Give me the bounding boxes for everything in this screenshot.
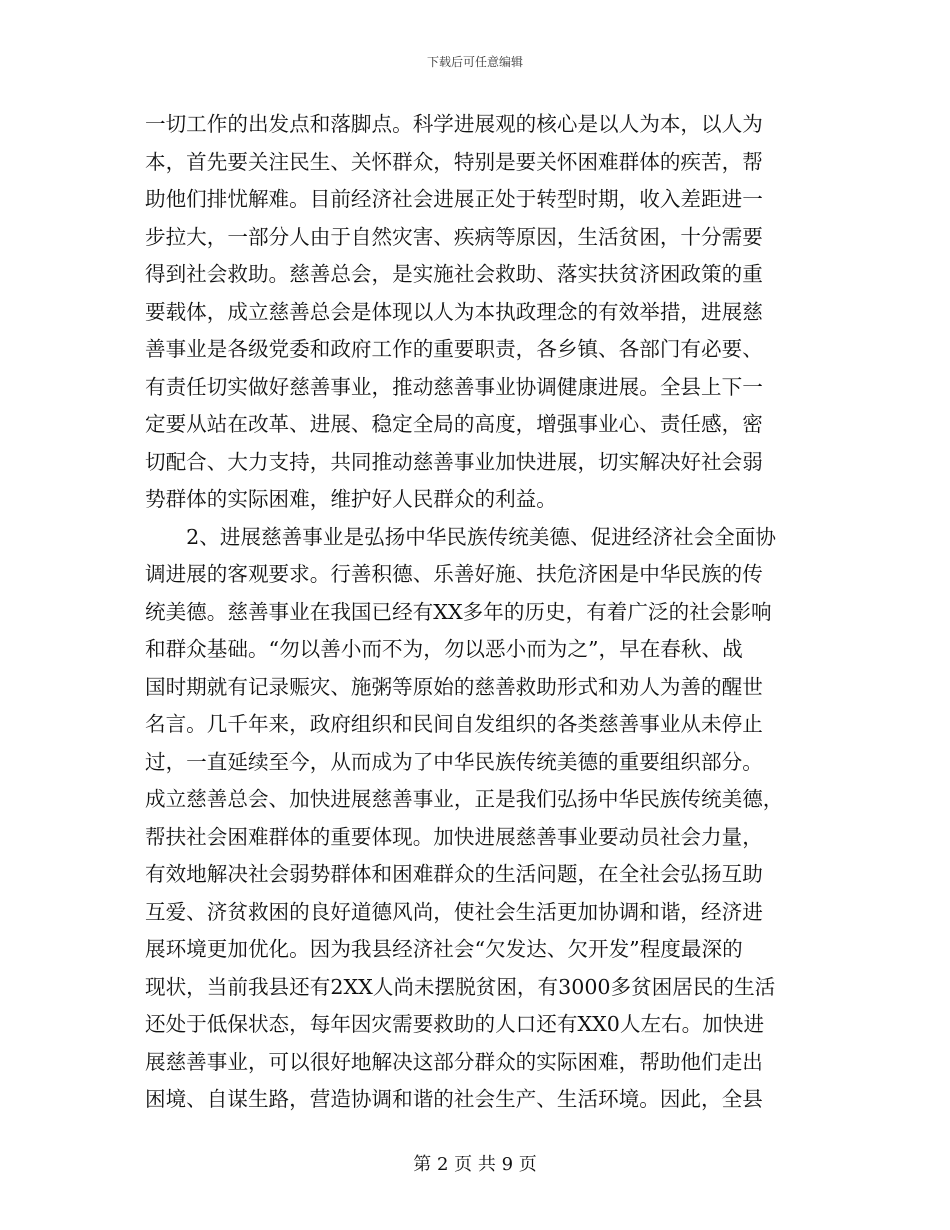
body-line: 得到社会救助。慈善总会，是实施社会救助、落实扶贫济困政策的重 xyxy=(145,262,763,286)
body-line: 过，一直延续至今，从而成为了中华民族传统美德的重要组织部分。 xyxy=(145,749,763,774)
body-line: 现状，当前我县还有2XX人尚未摆脱贫困，有3000多贫困居民的生活 xyxy=(145,974,776,999)
document-body xyxy=(145,106,815,1119)
body-line: 步拉大，一部分人由于自然灾害、疾病等原因，生活贫困，十分需要 xyxy=(145,224,763,249)
body-line: 切配合、大力支持，共同推动慈善事业加快进展，切实解决好社会弱 xyxy=(145,449,763,474)
body-line: 成立慈善总会、加快进展慈善事业，正是我们弘扬中华民族传统美德， xyxy=(145,787,784,811)
body-line: 善事业是各级党委和政府工作的重要职责，各乡镇、各部门有必要、 xyxy=(145,337,763,361)
body-line: 困境、自谋生路，营造协调和谐的社会生产、生活环境。因此，全县 xyxy=(145,1087,763,1111)
body-line: 调进展的客观要求。行善积德、乐善好施、扶危济困是中华民族的传 xyxy=(145,562,763,586)
body-line: 统美德。慈善事业在我国已经有XX多年的历史，有着广泛的社会影响 xyxy=(145,599,772,624)
page-number-footer: 第 2 页 共 9 页 xyxy=(413,1154,537,1175)
body-line: 和群众基础。“勿以善小而不为，勿以恶小而为之”，早在春秋、战 xyxy=(145,637,743,661)
body-line: 有责任切实做好慈善事业，推动慈善事业协调健康进展。全县上下一 xyxy=(145,374,763,399)
body-line: 本，首先要关注民生、关怀群众，特别是要关怀困难群体的疾苦，帮 xyxy=(145,149,763,174)
body-line: 助他们排忧解难。目前经济社会进展正处于转型时期，收入差距进一 xyxy=(145,187,763,211)
body-line: 要载体，成立慈善总会是体现以人为本执政理念的有效举措，进展慈 xyxy=(145,299,763,324)
body-line: 还处于低保状态，每年因灾需要救助的人口还有XX0人左右。加快进 xyxy=(145,1012,765,1036)
body-line: 展慈善事业，可以很好地解决这部分群众的实际困难，帮助他们走出 xyxy=(145,1049,763,1074)
body-line: 定要从站在改革、进展、稳定全局的高度，增强事业心、责任感，密 xyxy=(145,412,763,436)
body-line: 国时期就有记录赈灾、施粥等原始的慈善救助形式和劝人为善的醒世 xyxy=(145,674,763,699)
body-line: 有效地解决社会弱势群体和困难群众的生活问题，在全社会弘扬互助 xyxy=(145,862,763,886)
body-line: 势群体的实际困难，维护好人民群众的利益。 xyxy=(145,487,557,511)
page-header: 下载后可任意编辑 xyxy=(426,55,523,69)
body-line: 2、进展慈善事业是弘扬中华民族传统美德、促进经济社会全面协 xyxy=(145,524,776,549)
body-line: 互爱、济贫救困的良好道德风尚，使社会生活更加协调和谐，经济进 xyxy=(145,899,763,924)
body-line: 名言。几千年来，政府组织和民间自发组织的各类慈善事业从未停止 xyxy=(145,712,763,736)
body-line: 一切工作的出发点和落脚点。科学进展观的核心是以人为本，以人为 xyxy=(145,112,763,136)
body-line: 帮扶社会困难群体的重要体现。加快进展慈善事业要动员社会力量， xyxy=(145,824,763,849)
body-line: 展环境更加优化。因为我县经济社会“欠发达、欠开发”程度最深的 xyxy=(145,937,743,961)
